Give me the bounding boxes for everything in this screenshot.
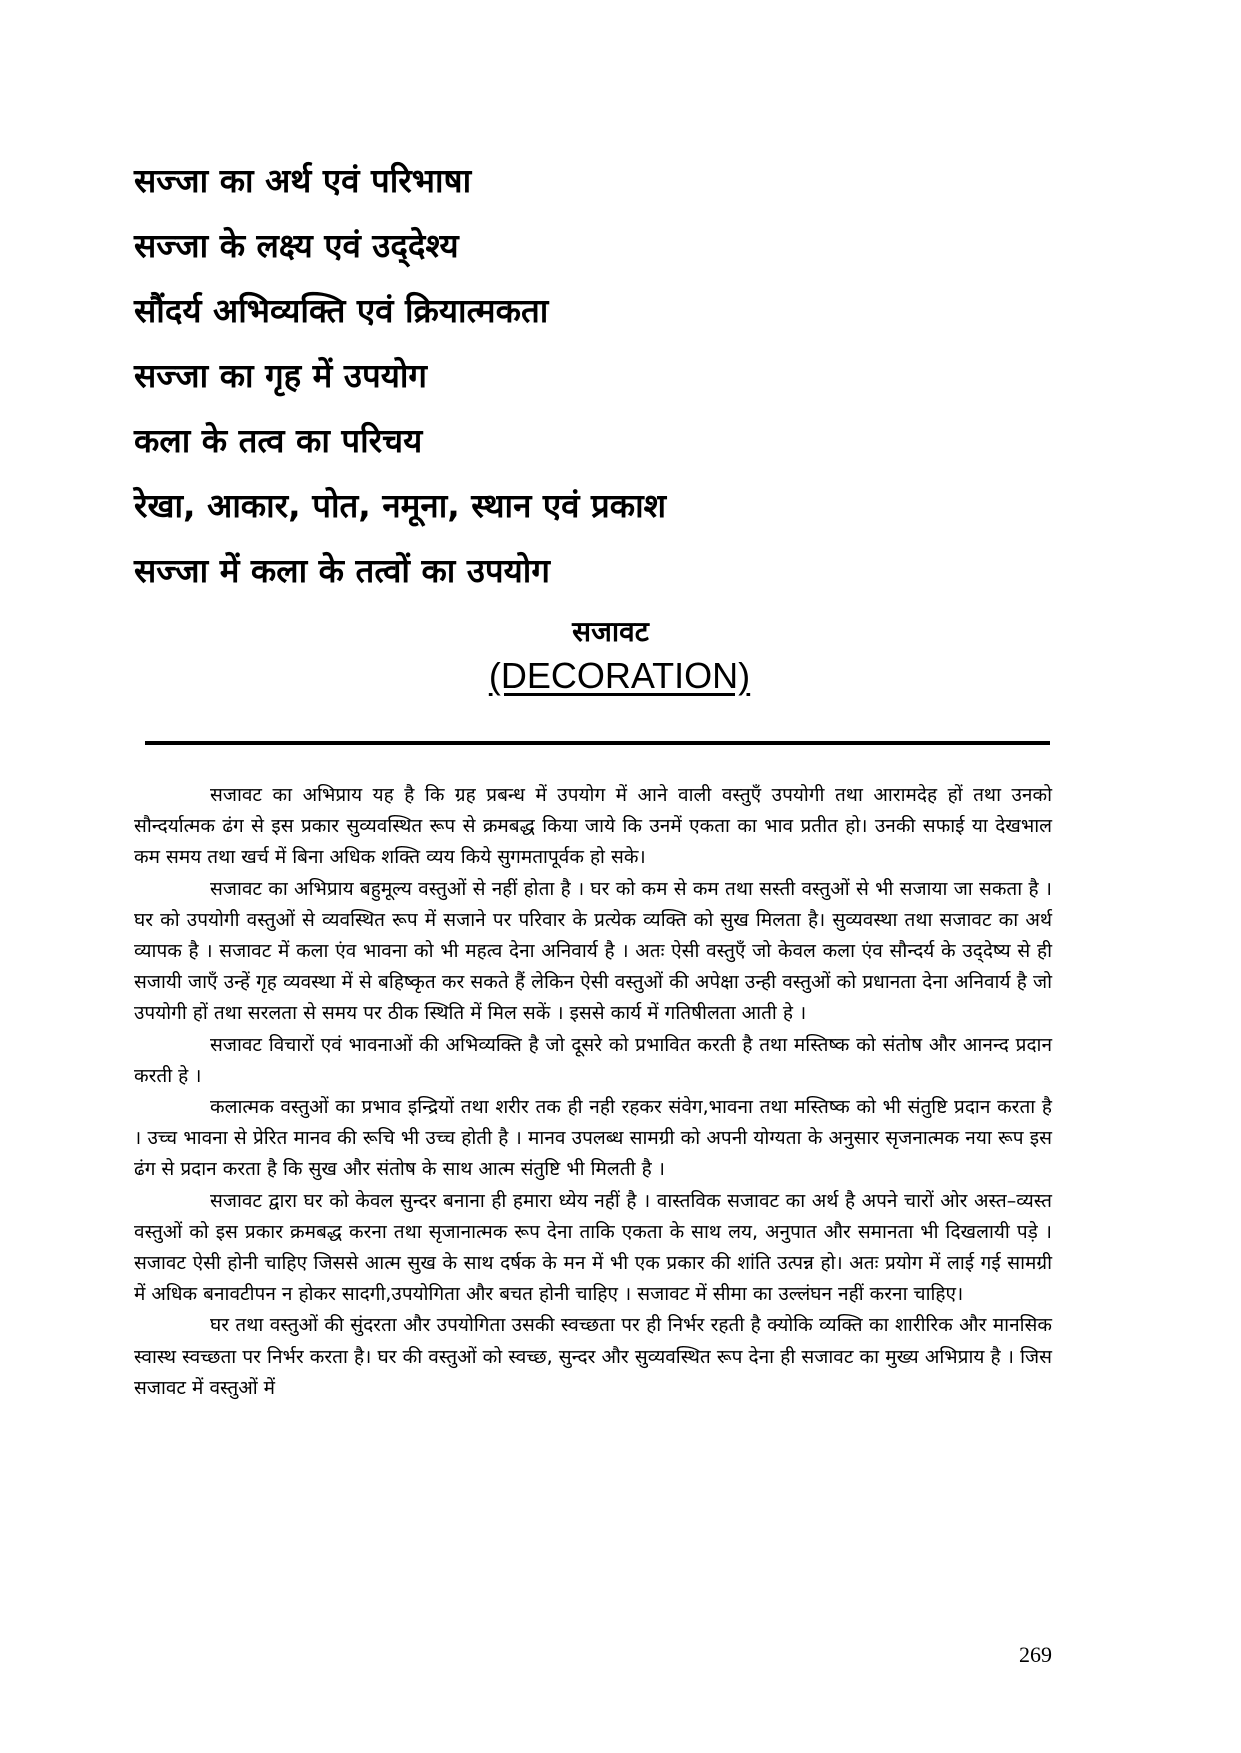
paragraph: कलात्मक वस्तुओं का प्रभाव इन्द्रियों तथा शरीर तक ही नही रहकर संवेग,भावना तथा मस्तिष्क को भी संतुष्टि प्रदान करता है । उच्च भावना से प्रेरित मानव की रूचि भी उच्च होती है । मानव उपलब्ध सामग्री को अपनी योग्यता के अनुसार सृजनात्मक नया रूप इस ढंग से प्रदान करता है कि सुख और संतोष के साथ आत्म संतुष्टि भी मिलती है । bbox=[134, 1096, 1052, 1181]
topic-heading: कला के तत्व का परिचय bbox=[134, 421, 423, 460]
chapter-title bbox=[0, 612, 1241, 700]
topic-heading: सज्जा में कला के तत्वों का उपयोग bbox=[134, 551, 550, 590]
paragraph: घर तथा वस्तुओं की सुंदरता और उपयोगिता उसकी स्वच्छता पर ही निर्भर रहती है क्योकि व्यक्ति का शारीरिक और मानसिक स्वास्थ स्वच्छता पर निर्भर करता है। घर की वस्तुओं को स्वच्छ, सुन्दर और सुव्यवस्थित रूप देना ही सजावट का मुख्य अभिप्राय है । जिस सजावट में वस्तुओं में bbox=[134, 1314, 1052, 1399]
chapter-title-hindi: सजावट bbox=[572, 615, 649, 648]
paragraph: सजावट का अभिप्राय बहुमूल्य वस्तुओं से नहीं होता है । घर को कम से कम तथा सस्ती वस्तुओं से भी सजाया जा सकता है । घर को उपयोगी वस्तुओं से व्यवस्थित रूप में सजाने पर परिवार के प्रत्येक व्यक्ति को सुख मिलता है। सुव्यवस्था तथा सजावट का अर्थ व्यापक है । सजावट में कला एंव भावना को भी महत्व देना अनिवार्य है । अतः ऐसी वस्तुएँ जो केवल कला एंव सौन्दर्य के उद्‍देष्य से ही सजायी जाएँ उन्हें गृह व्यवस्था में से बहिष्कृत कर सकते हैं लेकिन ऐसी वस्तुओं की अपेक्षा उन्ही वस्तुओं को प्रधानता देना अनिवार्य है जो उपयोगी हों तथा सरलता से समय पर ठीक स्थिति में मिल सकें । इससे कार्य में गतिषीलता आती हे । bbox=[134, 877, 1052, 1025]
topic-heading: सज्जा का अर्थ एवं परिभाषा bbox=[134, 161, 472, 200]
topic-heading: सज्जा का गृह में उपयोग bbox=[134, 356, 427, 395]
chapter-title-english: (DECORATION) bbox=[488, 655, 751, 696]
page-number: 269 bbox=[1019, 1642, 1052, 1667]
topic-heading: रेखा, आकार, पोत, नमूना, स्थान एवं प्रकाश bbox=[134, 486, 667, 525]
paragraph: सजावट का अभिप्राय यह है कि ग्रह प्रबन्ध में उपयोग में आने वाली वस्तुएँ उपयोगी तथा आरामदेह हों तथा उनको सौन्दर्यात्मक ढंग से इस प्रकार सुव्यवस्थित रूप से क्रमबद्ध किया जाये कि उनमें एकता का भाव प्रतीत हो। उनकी सफाई या देखभाल कम समय तथा खर्च में बिना अधिक शक्ति व्यय किये सुगमतापूर्वक हो सके। bbox=[134, 784, 1052, 869]
paragraph: सजावट द्वारा घर को केवल सुन्दर बनाना ही हमारा ध्येय नहीं है । वास्तविक सजावट का अर्थ है अपने चारों ओर अस्त–व्यस्त वस्तुओं को इस प्रकार क्रमबद्ध करना तथा सृजानात्मक रूप देना ताकि एकता के साथ लय, अनुपात और समानता भी दिखलायी पड़े । सजावट ऐसी होनी चाहिए जिससे आत्म सुख के साथ दर्षक के मन में भी एक प्रकार की शांति उत्पन्न हो। अतः प्रयोग में लाई गई सामग्री में अधिक बनावटीपन न होकर सादगी,उपयोगिता और बचत होनी चाहिए । सजावट में सीमा का उल्लंघन नहीं करना चाहिए। bbox=[134, 1189, 1052, 1306]
paragraph: सजावट विचारों एवं भावनाओं की अभिव्यक्ति है जो दूसरे को प्रभावित करती है तथा मस्तिष्क को संतोष और आनन्द प्रदान करती हे । bbox=[134, 1033, 1052, 1087]
topic-heading: सज्जा के लक्ष्य एवं उद्‍देश्य bbox=[134, 226, 459, 265]
body-text bbox=[134, 780, 1052, 1404]
horizontal-rule bbox=[145, 741, 1050, 745]
topic-list bbox=[134, 148, 666, 603]
topic-heading: सौंदर्य अभिव्यक्ति एवं क्रियात्मकता bbox=[134, 291, 549, 330]
